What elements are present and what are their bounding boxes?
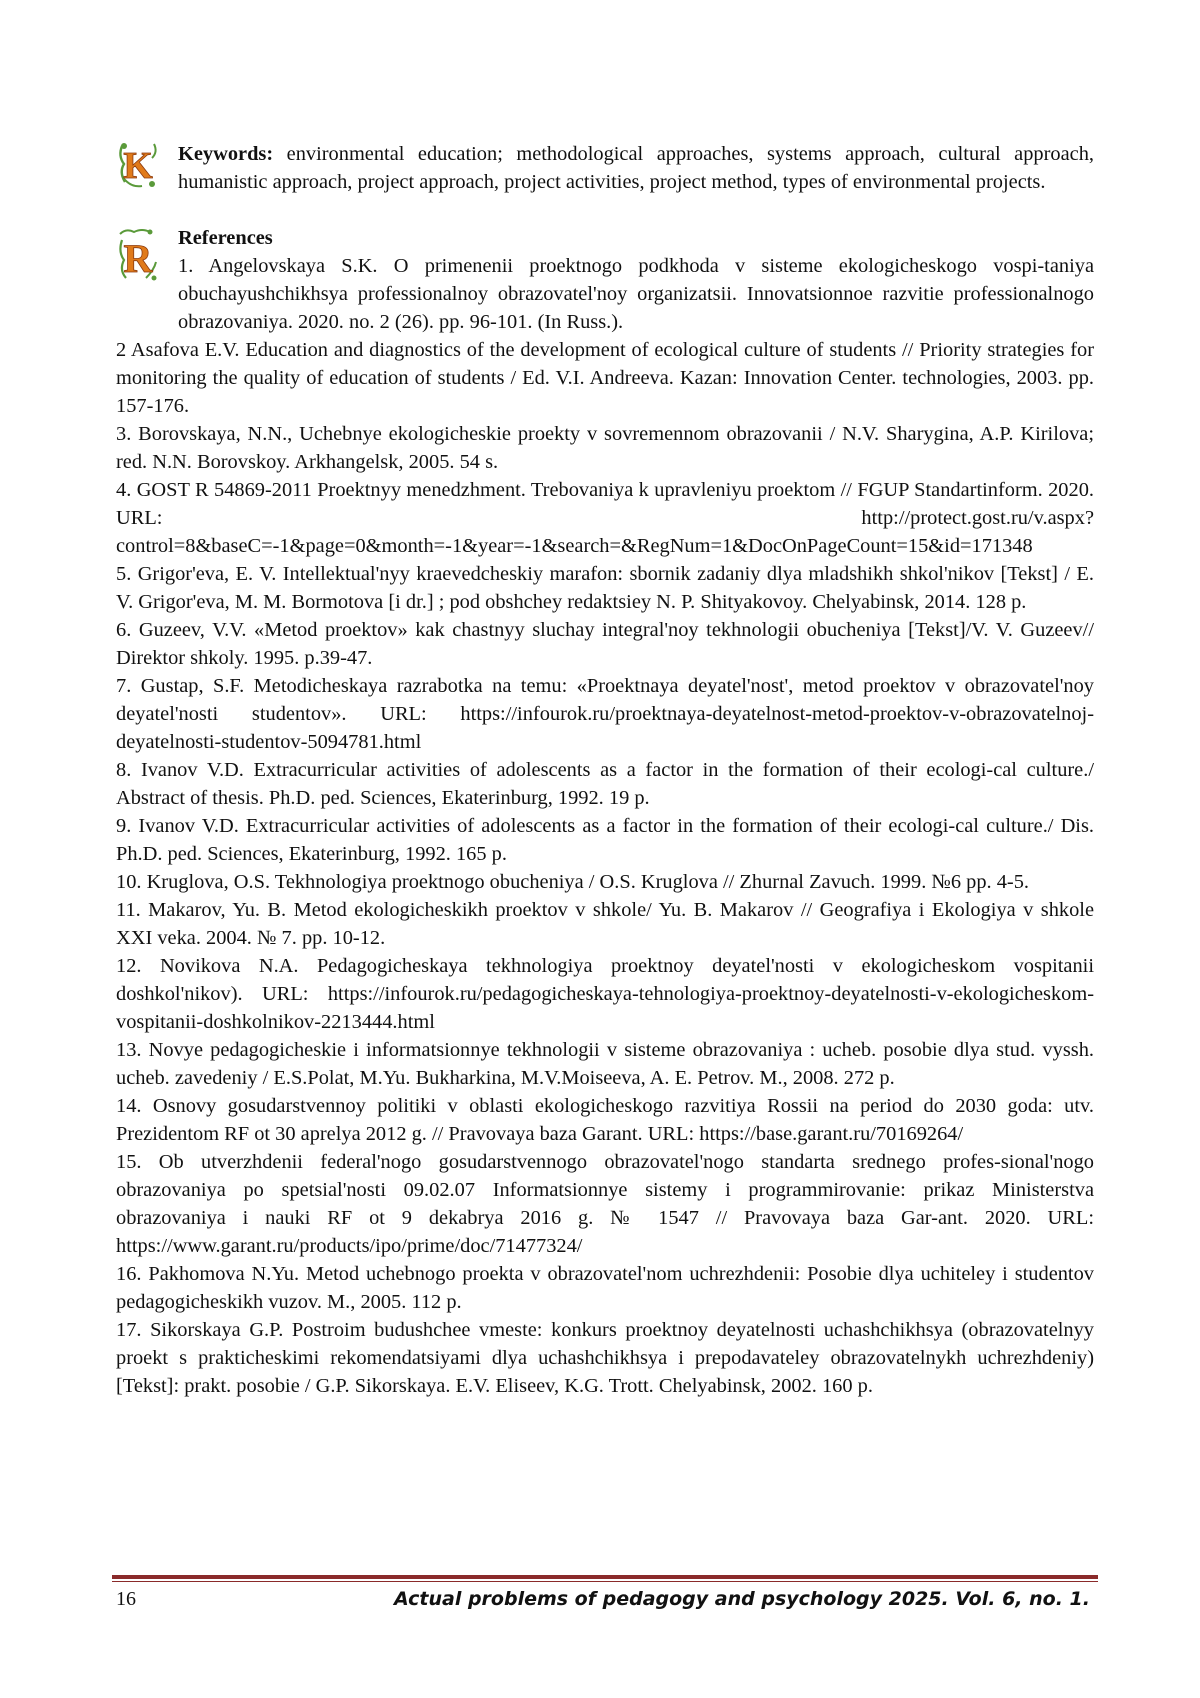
reference-item: 12. Novikova N.A. Pedagogicheskaya tekhnologiya proektnoy deyatel'nosti v ekologicheskom vospitanii doshkol'nikov). URL: https://infourok.ru/pedagogicheskaya-tehnologiya-proektnoy-deyatelnosti-v-ekologicheskom-vospitanii-doshkolnikov-2213444.html xyxy=(116,955,1094,1033)
reference-item: 13. Novye pedagogicheskie i informatsionnye tekhnologii v sisteme obrazovaniya : ucheb. posobie dlya stud. vyssh. ucheb. zavedeniy / E.S.Polat, M.Yu. Bukharkina, M.V.Moiseeva, A. E. Petrov. M., 2008. 272 p. xyxy=(116,1039,1094,1089)
svg-text:K: K xyxy=(123,145,153,187)
references-list xyxy=(116,252,1094,1400)
keywords-first-lines xyxy=(116,140,1094,196)
footer-rule-thick xyxy=(112,1575,1098,1579)
svg-text:R: R xyxy=(123,236,153,281)
reference-item: 10. Kruglova, O.S. Tekhnologiya proektnogo obucheniya / O.S. Kruglova // Zhurnal Zavuch. 1999. №6 pp. 4-5. xyxy=(116,871,1029,893)
reference-item: 7. Gustap, S.F. Metodicheskaya razrabotka na temu: «Proektnaya deyatel'nost', metod proektov v obrazovatel'noy deyatel'nosti studentov». URL: https://infourok.ru/proektnaya-deyatelnost-metod-proektov-v-obrazovatelnoj-deyatelnosti-studentov-5094781.html xyxy=(116,675,1094,753)
page-content xyxy=(116,140,1094,1400)
reference-item: 14. Osnovy gosudarstvennoy politiki v oblasti ekologicheskogo razvitiya Rossii na period do 2030 goda: utv. Prezidentom RF ot 30 aprelya 2012 g. // Pravovaya baza Garant. URL: https://base.garant.ru/70169264/ xyxy=(116,1095,1094,1145)
dropcap-k-icon xyxy=(116,136,160,196)
journal-title: Actual problems of pedagogy and psychology 2025. Vol. 6, no. 1. xyxy=(394,1588,1090,1610)
reference-item: 5. Grigor'eva, E. V. Intellektual'nyy kraevedcheskiy marafon: sbornik zadaniy dlya mladshikh shkol'nikov [Tekst] / E. V. Grigor'eva, M. M. Bormotova [i dr.] ; pod obshchey redaktsiey N. P. Shityakovoy. Chelyabinsk, 2014. 128 p. xyxy=(116,563,1094,613)
keywords-label: Keywords: xyxy=(178,143,274,165)
dropcap-r-icon xyxy=(116,226,160,286)
footer-rule-thin xyxy=(112,1581,1098,1582)
reference-item: 6. Guzeev, V.V. «Metod proektov» kak chastnyy sluchay integral'noy tekhnologii obucheniya [Tekst]/V. V. Guzeev// Direktor shkoly. 1995. p.39-47. xyxy=(116,619,1094,669)
reference-item: 15. Ob utverzhdenii federal'nogo gosudarstvennogo obrazovatel'nogo standarta srednego profes-sional'nogo obrazovaniya po spetsial'nosti 09.02.07 Informatsionnye sistemy i programmirovanie: prikaz Ministerstva obrazovaniya i nauki RF ot 9 dekabrya 2016 g. № 1547 // Pravovaya baza Gar-ant. 2020. URL: https://www.garant.ru/products/ipo/prime/doc/71477324/ xyxy=(116,1151,1094,1257)
reference-item: 11. Makarov, Yu. B. Metod ekologicheskikh proektov v shkole/ Yu. B. Makarov // Geografiya i Ekologiya v shkole XXI veka. 2004. № 7. pp. 10-12. xyxy=(116,899,1094,949)
keywords-text: environmental education; methodological approaches, systems approach, cultural approach, humanistic approach, project approach, project activities, project method, types of environmental projects. xyxy=(178,143,1094,193)
reference-item: 8. Ivanov V.D. Extracurricular activities of adolescents as a factor in the formation of their ecologi-cal culture./ Abstract of thesis. Ph.D. ped. Sciences, Ekaterinburg, 1992. 19 p. xyxy=(116,759,1094,809)
reference-item: 1. Angelovskaya S.K. O primenenii proektnogo podkhoda v sisteme ekologicheskogo vospi-taniya obuchayushchikhsya professionalnoy obrazovatel'noy organizatsii. Innovatsionnoe razvitie professionalnogo obrazovaniya. 2020. no. 2 (26). pp. 96-101. (In Russ.). xyxy=(178,255,1094,333)
keywords-section xyxy=(116,140,1094,196)
reference-item: 3. Borovskaya, N.N., Uchebnye ekologicheskie proekty v sovremennom obrazovanii / N.V. Sharygina, A.P. Kirilova; red. N.N. Borovskoy. Arkhangelsk, 2005. 54 s. xyxy=(116,423,1094,473)
references-heading: References xyxy=(178,227,273,249)
references-section xyxy=(116,224,1094,1400)
reference-item: 16. Pakhomova N.Yu. Metod uchebnogo proekta v obrazovatel'nom uchrezhdenii: Posobie dlya uchiteley i studentov pedagogicheskikh vuzov. M., 2005. 112 p. xyxy=(116,1263,1094,1313)
reference-item: 4. GOST R 54869-2011 Proektnyy menedzhment. Trebovaniya k upravleniyu proektom // FGUP Standartinform. 2020. URL: http://protect.gost.ru/v.aspx?control=8&baseC=-1&page=0&month=-1&year=-1&search=&RegNum=1&DocOnPageCount=15&id=171348 xyxy=(116,479,1094,557)
page-number: 16 xyxy=(116,1588,136,1610)
reference-item: 17. Sikorskaya G.P. Postroim budushchee vmeste: konkurs proektnoy deyatelnosti uchashchikhsya (obrazovatelnyy proekt s prakticheskimi rekomendatsiyami dlya uchashchikhsya i prepodavateley obrazovatelnykh uchrezhdeniy) [Tekst]: prakt. posobie / G.P. Sikorskaya. E.V. Eliseev, K.G. Trott. Chelyabinsk, 2002. 160 p. xyxy=(116,1319,1094,1397)
reference-item: 9. Ivanov V.D. Extracurricular activities of adolescents as a factor in the formation of their ecologi-cal culture./ Dis. Ph.D. ped. Sciences, Ekaterinburg, 1992. 165 p. xyxy=(116,815,1094,865)
reference-item: 2 Asafova E.V. Education and diagnostics of the development of ecological culture of students // Priority strategies for monitoring the quality of education of students / Ed. V.I. Andreeva. Kazan: Innovation Center. technologies, 2003. pp. 157-176. xyxy=(116,339,1094,417)
